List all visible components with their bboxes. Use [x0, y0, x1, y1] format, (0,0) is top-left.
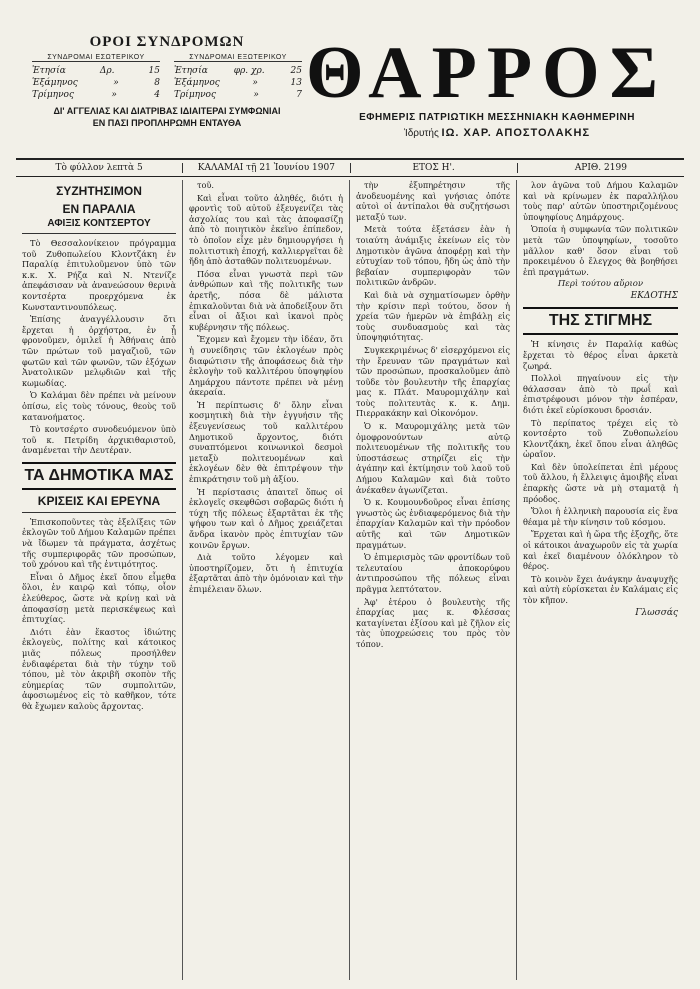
rate-row: Ἐτησία φρ. χρ. 25: [174, 66, 302, 76]
column-4: [517, 180, 684, 980]
paragraph: Τὸ περίπατος τρέχει εἰς τὸ κοντσέρτο τοῦ Ζυθοπωλείου Κλοντζάκη, ἐκεῖ ὅπου εἶναι ἀληθῶς ὡραῖον.: [523, 417, 678, 460]
newspaper-subtitle: ΕΦΗΜΕΡΙΣ ΠΑΤΡΙΩΤΙΚΗ ΜΕΣΣΗΝΙΑΚΗ ΚΑΘΗΜΕΡΙΝΗ: [359, 112, 635, 123]
paragraph: Ὁ Καλάμαι δὲν πρέπει νὰ μείνουν ὀπίσω, εἰς τοὺς τόνους, θεοὺς τοῦ κατανοήματος.: [22, 390, 176, 422]
paragraph: Ὅλοι ἡ ἑλληνικὴ παρουσία εἰς ἕνα θέαμα μὲ τὴν κίνησιν τοῦ κόσμου.: [523, 506, 678, 527]
newspaper-title: ΘΑΡΡΟΣ: [306, 32, 668, 114]
divider: [22, 512, 176, 513]
paragraph: Τὸ κοινὸν ἔχει ἀνάγκην ἀναψυχῆς καὶ αὐτὴ εὑρίσκεται ἐν Καλάμαις εἰς τὸν κῆπον.: [523, 573, 678, 605]
rate-row: Τρίμηνος » 4: [32, 90, 160, 100]
paragraph: Ἡ περίπτωσις δ' ὅλην εἶναι κοσμητικὴ διὰ τὴν ἐγγυήσιν τῆς ἐξευγενίσεως τοῦ καλλιτέρου Δημοτικοῦ ἄρχοντος, διότι συναπτόμενοι κοινωνικοὶ δεσμοὶ μεταξὺ πολιτευομένων καὶ ἐκλογέων δὲν θὰ ἐπιτρέψουν τὴν ἐπικράτησιν τοῦ μὴ ἀξίου.: [189, 399, 343, 485]
paragraph: λον ἀγῶνα τοῦ Δήμου Καλαμῶν καὶ νὰ κρίνωμεν ἐκ παραλλήλου τοὺς παρ' αὐτῶν ὑποστηριζομένους ὑποψηφίους Δημάρχους.: [523, 180, 678, 222]
issue-number: ΑΡΙΘ. 2199: [574, 163, 627, 173]
paragraph: Τὸ Θεσσαλονίκειον πρόγραμμα τοῦ Ζυθοπωλείου Κλοντζάκη ἐν Παραλίᾳ ἐπιτυλοῦμενον ὑπὸ τῶν κ.κ. Χ. Ρήζα καὶ Ν. Ντενίζε ἀπεφάσισαν νὰ ἀνανεώσουν θερινὰ κοντσέρτα προερχόμενα ἐκ Κωνσταντινουπόλεως.: [22, 238, 176, 312]
paragraph: Πολλοὶ πηγαίνουν εἰς τὴν θάλασσαν ἀπὸ τὸ πρωΐ καὶ ἐπιστρέφουσι μόνον τὴν ἑσπέραν, διότι ἐκεῖ εὑρίσκουσι δροσιάν.: [523, 373, 678, 415]
section-heading: ΤΑ ΔΗΜΟΤΙΚΑ ΜΑΣ: [22, 462, 176, 490]
paragraph: τοῦ.: [197, 180, 215, 190]
dateline-bar: [16, 158, 684, 177]
masthead: [14, 34, 686, 158]
foreign-header: ΣΥΝΔΡΟΜΑΙ ΕΞΩΤΕΡΙΚΟΥ: [174, 54, 302, 62]
subscription-title: ΟΡΟΙ ΣΥΝΔΡΟΜΩΝ: [89, 34, 245, 50]
paragraph: Καὶ δὲν ὑπολείπεται ἐπὶ μέρους τοῦ ἄλλου, ἡ ἔλλειψις ἀμοιβῆς εἶναι ἐπαρκὴς ὥστε νὰ μὴ σταματᾷ ἡ πρόοδος.: [523, 461, 678, 504]
article-columns: [16, 180, 684, 980]
paragraph: Ὁ κ. Μαυρομιχάλης μετὰ τῶν ὁμοφρονούντων αὐτῷ πολιτευομένων τῆς πολιτικῆς του ὑποστάσεως στηρίζει εἰς τὴν ἀγάπην καὶ ἐκτίμησιν τοῦ λαοῦ τοῦ Δήμου Καλαμῶν καὶ διὰ τοῦτο ἀνέκαθεν ἀγωνίζεται.: [356, 421, 510, 495]
foreign-rates: [174, 54, 302, 101]
domestic-header: ΣΥΝΔΡΟΜΑΙ ΕΣΩΤΕΡΙΚΟΥ: [32, 54, 160, 62]
subscription-note: ΔΙ' ΑΓΓΕΛΙΑΣ ΚΑΙ ΔΙΑΤΡΙΒΑΣ ΙΔΙΑΙΤΕΡΑΙ ΣΥΜΦΩΝΙΑΙ ΕΝ ΠΑΣΙ ΠΡΟΠΛΗΡΩΜΗ ΕΝΤΑΥΘΑ: [53, 106, 281, 128]
paragraph: Ἔχομεν καὶ ἔχομεν τὴν ἰδέαν, ὅτι ἡ συνείδησις τῶν ἐκλογέων πρὸς διαφώτισιν τῆς ἀποφάσεως διὰ τὴν ἐκλογὴν τοῦ καλλιτέρου ὑποψηφίου Δημάρχου πάντοτε πρέπει νὰ μένῃ ἀκεραία.: [189, 334, 343, 398]
paragraph: Ὁ κ. Κουμουνδοῦρος εἶναι ἐπίσης γνωστὸς ὡς ἐνδιαφερόμενος διὰ τὴν ἐπαρχίαν Καλαμῶν καὶ τὴν πρόοδον αὐτῆς καὶ τῶν Δημοτικῶν πραγμάτων.: [356, 497, 510, 550]
paragraph: Συγκεκριμένως δ' εἰσερχόμενοι εἰς τὴν ἔρευναν τῶν πραγμάτων καὶ τῶν προσώπων, προσκαλοῦμεν ἀπὸ τοῦδε τὸν βουλευτὴν τῆς ἐπαρχίας μας κ. Πλάτ. Μαυρομιχάλην καὶ τοὺς πολιτευτὰς κ. κ. Δημ. Πιερρακάκην καὶ Οἰκονόμον.: [356, 344, 510, 419]
paragraph: Καὶ εἶναι τοῦτο ἀληθές, διότι ἡ φροντὶς τοῦ αὐτοῦ ἐξευγενίζει τὰς ἀσχολίας του καὶ τὰς ἀποφασίζῃ ἀπὸ τὸ ποιητικὸν ἐκεῖνο ἐπίπεδον, τὸ ὁποῖον εἶχε μὲν δημιουργήσει ἡ πολιτιστικὴ ἐποχή, καλλιεργεῖται δὲ ἤδη ἀπὸ ἀσταθῶν πολιτευομένων.: [189, 192, 343, 267]
founder-line: Ἱδρυτής ΙΩ. ΧΑΡ. ΑΠΟΣΤΟΛΑΚΗΣ: [403, 127, 591, 139]
paragraph: Εἶναι ὁ Δῆμος ἐκεῖ ὅπου εἶμεθα ὅλοι, ἐν καιρῷ καὶ τόπῳ, οἷον ἐλεύθερος, ὥστε νὰ κρίνῃ καὶ νὰ ἀποφασίσῃ μετὰ περισκέψεως καὶ ἐπιτυχίας.: [22, 571, 176, 625]
paragraph: Καὶ διὰ νὰ σχηματίσωμεν ὀρθὴν τὴν κρίσιν περὶ τούτου, ὅσον ἡ χρεία τῶν ἡμερῶν νὰ ἐπιβάλῃ εἰς τοὺς συνδυασμοὺς καὶ τὰς ὑποψηφιότητας.: [356, 289, 510, 343]
article-kicker: ΑΦΙΞΙΣ ΚΟΝΤΣΕΡΤΟΥ: [47, 218, 151, 229]
column-2: [183, 180, 350, 980]
rate-row: Ἑξάμηνος » 8: [32, 78, 160, 88]
masthead-logo-area: [306, 32, 684, 139]
paragraph: Τὸ κοντσέρτο συνοδευόμενον ὑπὸ τοῦ κ. Πετρίδη ἀρχικιθαριστοῦ, ἀναμένεται τὴν Δευτέραν.: [22, 424, 176, 456]
column-3: [350, 180, 517, 980]
issue-price: Τὸ φύλλον λεπτὰ 5: [16, 163, 183, 173]
rate-row: Τρίμηνος » 7: [174, 90, 302, 100]
paragraph: Ἐπίσης ἀναγγέλλουσιν ὅτι ἔρχεται ἡ ὀρχήστρα, ἐν ᾗ φρονοῦμεν, ὁμιλεῖ ἡ Ἀθήναις ἀπὸ τῶν πρώτων τοῦ μαγαζιοῦ, τῶν φωτῶν καὶ τῶν φωνῶν, τῶν ἐξόχων Ἀνατολικῶν μελῳδιῶν καὶ τῆς κωμωδίας.: [22, 314, 176, 388]
section-subheading: ΚΡΙΣΕΙΣ ΚΑΙ ΕΡΕΥΝΑ: [37, 493, 161, 508]
article-heading: ΣΥΖΗΤΗΣΙΜΟΝ: [56, 184, 142, 198]
signature: Γλωσσάς: [635, 607, 678, 618]
issue-year: ΕΤΟΣ Η'.: [351, 163, 518, 173]
paragraph: Ὁ ἐπιμερισμὸς τῶν φροντίδων τοῦ τελευταίου ἀποκορύφου ἀντιπροσώπου τῆς πόλεως εἶναι πρᾶγμα λεπτότατον.: [356, 552, 510, 594]
paragraph: Ἐπισκοποῦντες τὰς ἐξελίξεις τῶν ἐκλογῶν τοῦ Δήμου Καλαμῶν πρέπει νὰ ἴδωμεν τὰ πράγματα, ἀσχέτως τῆς συμπεριφορᾶς τῶν προσώπων, τοῦ χρόνου καὶ τῆς ἐντιμότητος.: [22, 516, 176, 570]
paragraph: Διὰ τοῦτο λέγομεν καὶ ὑποστηρίζομεν, ὅτι ἡ ἐπιτυχία ἐξαρτᾶται ἀπὸ τὴν ὁμόνοιαν καὶ τὴν ἐπιμέλειαν ὅλων.: [189, 552, 343, 594]
paragraph: Διότι ἐὰν ἕκαστος ἰδιώτης ἐκλογεὺς, πολίτης καὶ κάτοικος μιᾶς πόλεως προσήλθεν ἐνδιαφέρεται διὰ τὴν τύχην τοῦ τόπου, μὲ τὸν ἀκριβῆ σκοπὸν τῆς εὐημερίας τῶν συμπολιτῶν, ἀφοσιωμένος εἰς τὸ καθῆκον, τότε θὰ ἔχωμεν καλοὺς ἄρχοντας.: [22, 626, 176, 711]
divider: [22, 233, 176, 234]
domestic-rates: [32, 54, 160, 101]
paragraph: Ἀφ' ἑτέρου ὁ βουλευτὴς τῆς ἐπαρχίας μας κ. Φλέσσας καταγίνεται ἐξίσου καὶ μὲ ζῆλον εἰς τὰς ὑποχρεώσεις του πρὸς τὸν τόπον.: [356, 596, 510, 649]
rate-row: Ἑξάμηνος » 13: [174, 78, 302, 88]
paragraph: τὴν ἐξυπηρέτησιν τῆς ἀνοδευομένης καὶ γνήσιας ὁπότε αὐτοὶ οἱ ἀντίπαλοι θὰ συζητήσωσι μεταξύ των.: [356, 180, 510, 222]
paragraph: Ἔρχεται καὶ ἡ ὥρα τῆς ἐξοχῆς, ὅτε οἱ κάτοικοι ἀναχωροῦν εἰς τὰ χωρία καὶ ἐκεῖ διαμένουν ὁλόκληρον τὸ θέρος.: [523, 529, 678, 572]
paragraph: Ἡ κίνησις ἐν Παραλίᾳ καθὼς ἔρχεται τὸ θέρος εἶναι ἀρκετὰ ζωηρά.: [523, 339, 678, 371]
paragraph: Μετὰ τούτα ἐξετάσεν ἐὰν ἡ τοιαύτη ἀνάμιξις ἐκείνων εἰς τὸν Δημοτικὸν ἀγῶνα ἀποφέρῃ καὶ τὴν εὐτυχίαν τοῦ τόπου, ἤδη ὡς ἀπὸ τὴν βεβαίαν συμπεριφορὰν τῶν πολιτικῶν ἀνδρῶν.: [356, 224, 510, 288]
column-1: [16, 180, 183, 980]
issue-date: ΚΑΛΑΜΑΙ τῇ 21 Ἰουνίου 1907: [183, 163, 350, 173]
article-heading: ΕΝ ΠΑΡΑΛΙΑ: [62, 202, 136, 216]
section-heading: ΤΗΣ ΣΤΙΓΜΗΣ: [523, 307, 678, 335]
rate-row: Ἐτησία Δρ. 15: [32, 66, 160, 76]
byline: Περὶ τούτου αὔριον: [557, 279, 644, 290]
paragraph: Ἡ περίστασις ἀπαιτεῖ ὅπως οἱ ἐκλογεῖς σκεφθῶσι σοβαρῶς διότι ἡ τύχη τῆς πόλεως ἐξαρτᾶται ἐκ τῆς ψήφου των καὶ ὁ Δῆμος χρειάζεται ἄνδρα ἱκανὸν πρὸς ἐπιτυχίαν τῶν κοινῶν ἔργων.: [189, 486, 343, 550]
signature: ΕΚΔΟΤΗΣ: [630, 291, 678, 302]
paragraph: Ὁποία ἡ συμφωνία τῶν πολιτικῶν μετὰ τῶν ὑποψηφίων, τοσοῦτο μᾶλλον καθ' ὅσον εἶναι τοῦ προκειμένου ὁ ἔλεγχος θὰ βοηθήσει ἐπὶ πραγμάτων.: [523, 224, 678, 277]
subscription-box: [32, 34, 302, 129]
paragraph: Πόσα εἶναι γνωστὰ περὶ τῶν ἀνθρώπων καὶ τῆς πολιτικῆς των ἀρετῆς, πόσα δὲ μάλιστα ἐπικαλοῦνται διὰ νὰ ἀποδείξουν ὅτι εἶναι οἱ ἄξιοι καὶ ἱκανοὶ πρὸς κυβέρνησιν τῆς πόλεως.: [189, 268, 343, 332]
